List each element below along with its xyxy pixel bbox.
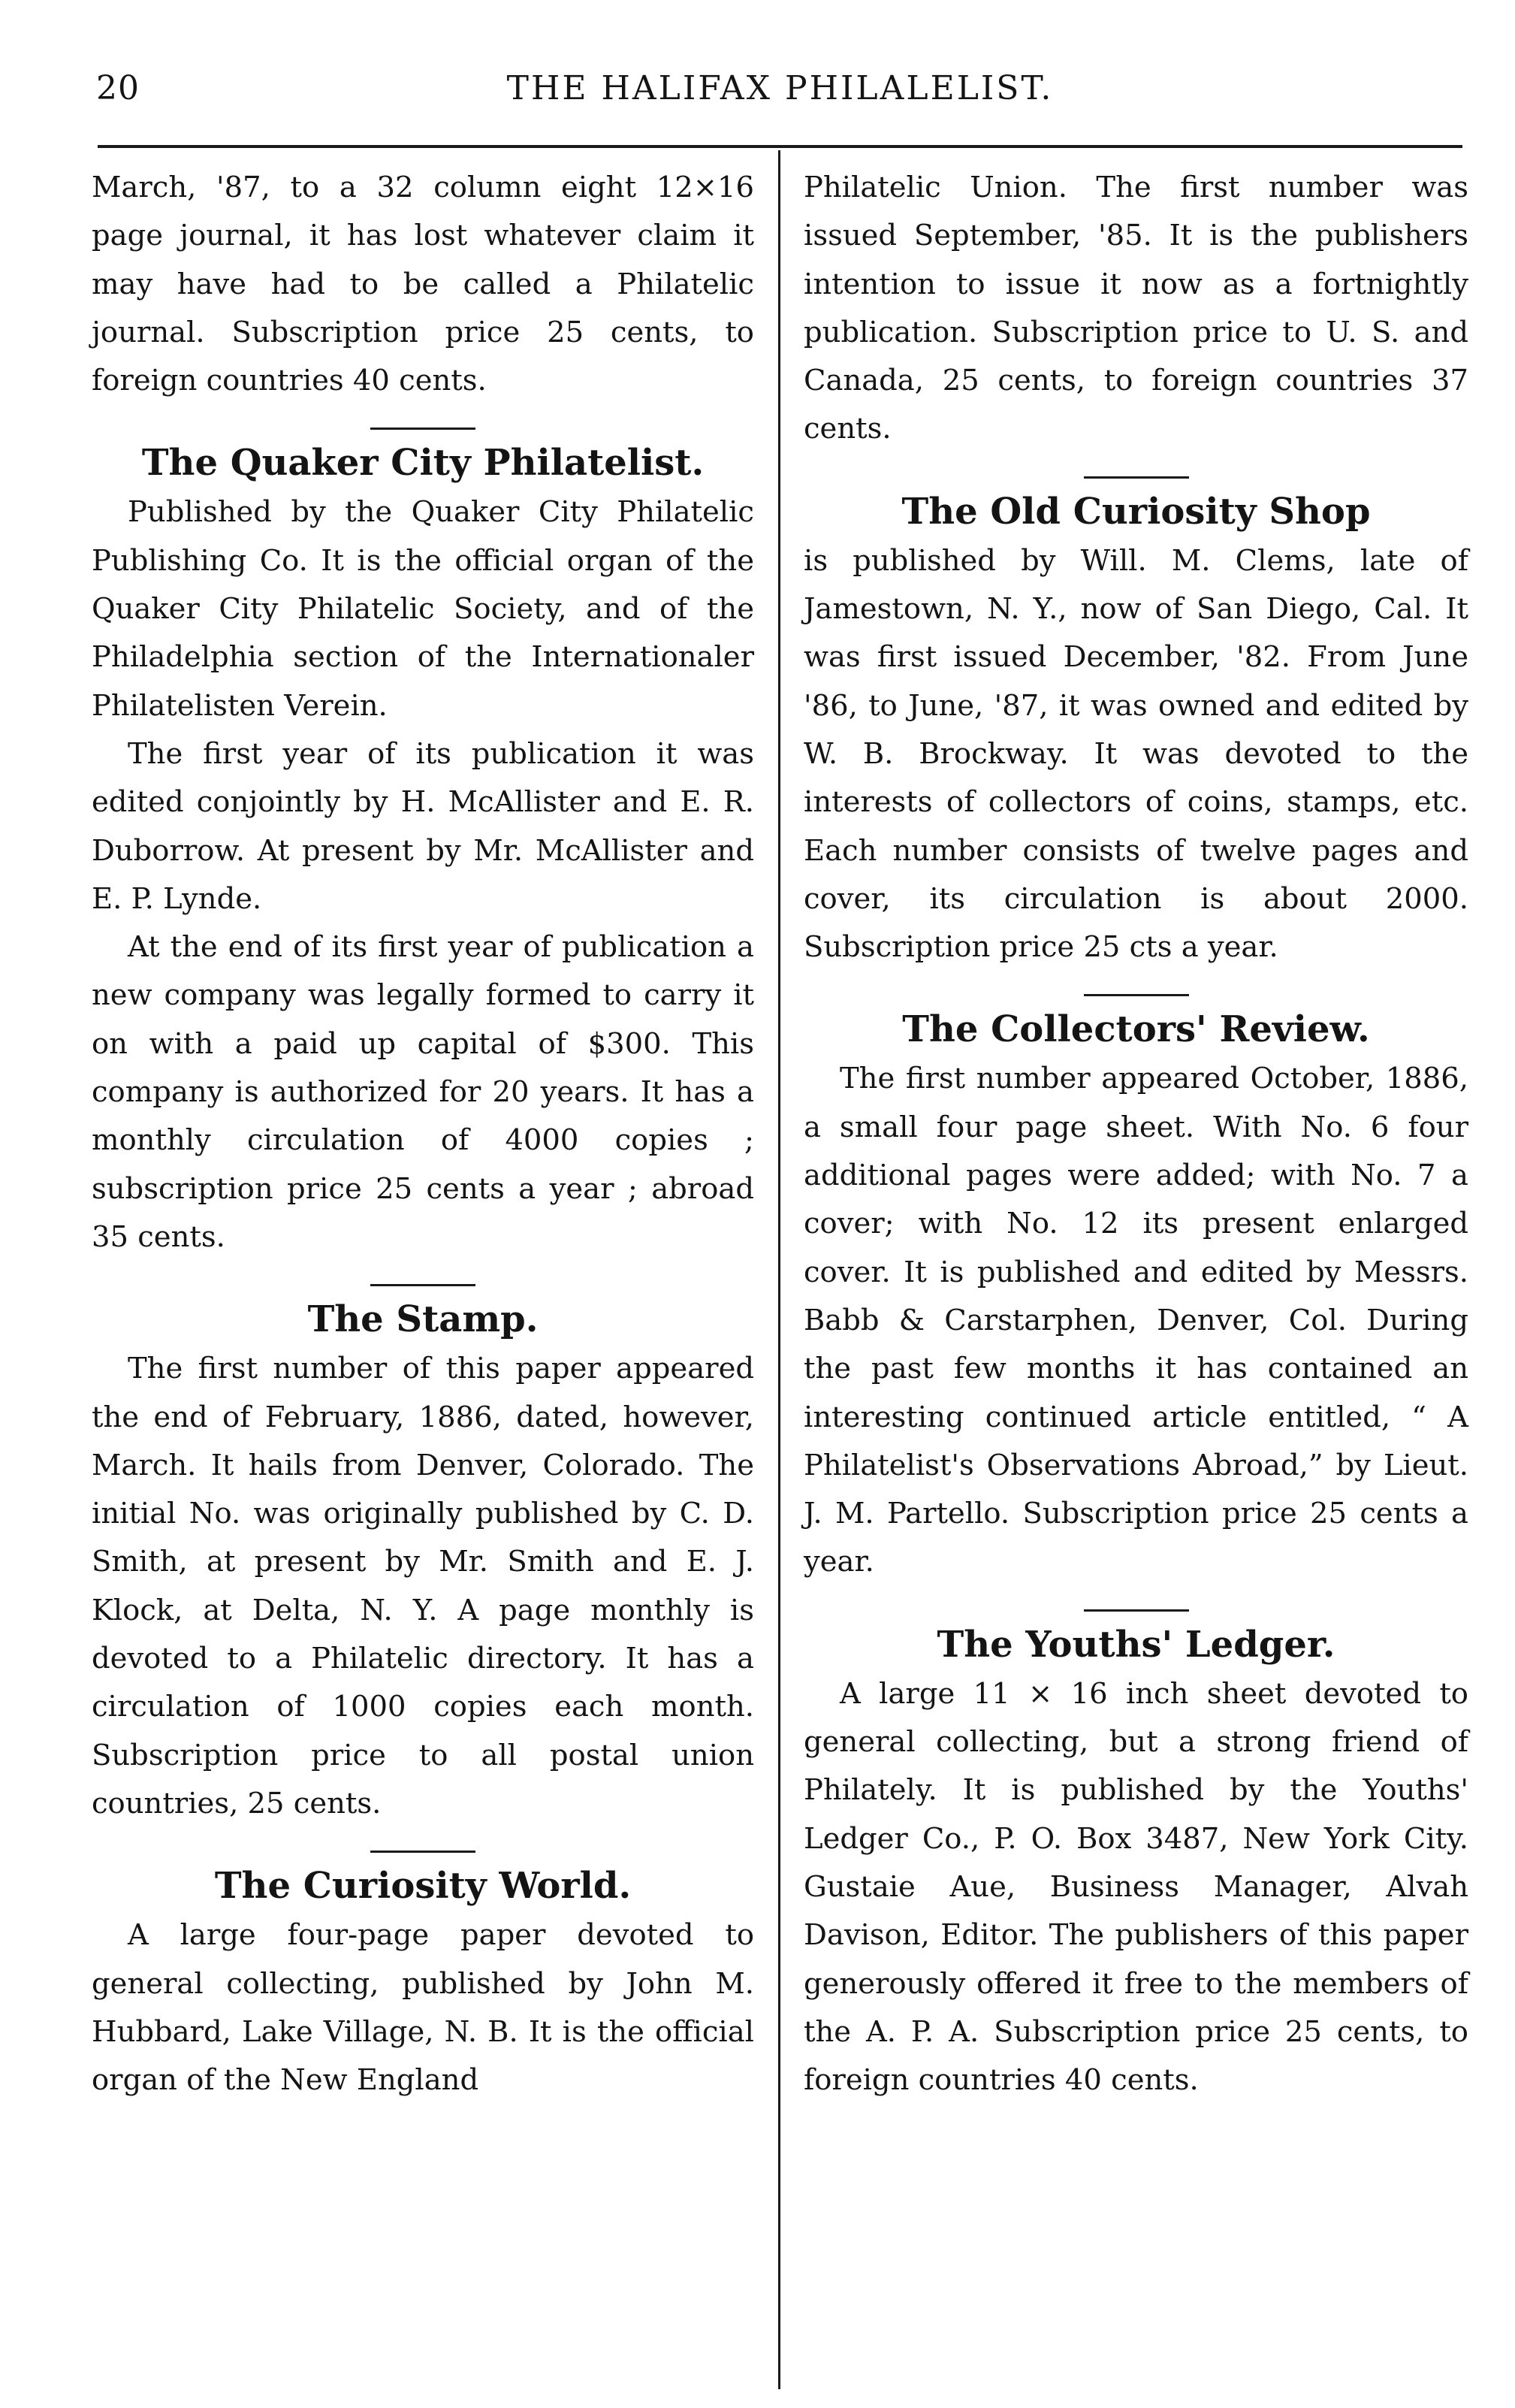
- continued-paragraph: Philatelic Union. The first number was issued September, '85. It is the publishers intention to issue it now as a fortnightly publication. Subscription price to U. S. and Canada, 25 cents, to foreign countries 37 cents.: [804, 171, 1468, 446]
- page-number: 20: [96, 69, 140, 107]
- section-title-youths-ledger: The Youths' Ledger.: [937, 1623, 1335, 1666]
- paragraph: At the end of its first year of publication a new company was legally formed to carry it on with a paid up capital of $300. This company is authorized for 20 years. It has a monthly circulation of 4000 copies ; subscription price 25 cents a year ; abroad 35 cents.: [92, 930, 754, 1254]
- right-column: [804, 164, 1468, 2104]
- paragraph: A large four-page paper devoted to general collecting, published by John M. Hubbard, Lake Village, N. B. It is the official organ of the New England: [92, 1918, 754, 2098]
- paragraph: Published by the Quaker City Philatelic Publishing Co. It is the official organ of the Quaker City Philatelic Society, and of the Philadelphia section of the Internationaler Philatelisten Verein.: [92, 495, 754, 723]
- section-separator: [1084, 476, 1189, 479]
- intro-paragraph: March, '87, to a 32 column eight 12×16 page journal, it has lost whatever claim it may have had to be called a Philatelic journal. Subscription price 25 cents, to foreign countries 40 cents.: [92, 171, 754, 398]
- paragraph: A large 11 × 16 inch sheet devoted to general collecting, but a strong friend of Philately. It is published by the Youths' Ledger Co., P. O. Box 3487, New York City. Gustaie Aue, Business Manager, Alvah Davison, Editor. The publishers of this paper generously offered it free to the members of the A. P. A. Subscription price 25 cents, to foreign countries 40 cents.: [804, 1676, 1468, 2098]
- section-separator: [1084, 994, 1189, 996]
- journal-title: THE HALIFAX PHILALELIST.: [506, 69, 1054, 107]
- header-rule: [98, 145, 1462, 148]
- section-title-stamp: The Stamp.: [307, 1298, 539, 1341]
- section-separator: [370, 428, 475, 430]
- section-title-collectors-review: The Collectors' Review.: [902, 1008, 1370, 1051]
- paragraph: The first number of this paper appeared the end of February, 1886, dated, however, March. It hails from Denver, Colorado. The initial No. was originally published by C. D. Smith, at present by Mr. Smith and E. J. Klock, at Delta, N. Y. A page monthly is devoted to a Philatelic directory. It has a circulation of 1000 copies each month. Subscription price to all postal union countries, 25 cents.: [92, 1352, 754, 1820]
- paragraph: The first year of its publication it was edited conjointly by H. McAllister and E. R. Duborrow. At present by Mr. McAllister and E. P. Lynde.: [92, 736, 754, 916]
- running-head: [90, 69, 1470, 122]
- section-separator: [370, 1284, 475, 1286]
- left-column: [92, 164, 754, 2104]
- section-separator: [370, 1851, 475, 1853]
- column-rule: [778, 150, 780, 2389]
- paragraph: The first number appeared October, 1886, a small four page sheet. With No. 6 four additional pages were added; with No. 7 a cover; with No. 12 its present enlarged cover. It is published and edited by Messrs. Babb & Carstarphen, Denver, Col. During the past few months it has contained an interesting continued article entitled, “ A Philatelist's Observations Abroad,” by Lieut. J. M. Partello. Subscription price 25 cents a year.: [804, 1062, 1468, 1579]
- section-title-curiosity-world: The Curiosity World.: [214, 1865, 632, 1908]
- section-separator: [1084, 1609, 1189, 1612]
- section-title-quaker-city: The Quaker City Philatelist.: [141, 442, 705, 485]
- paragraph: is published by Will. M. Clems, late of Jamestown, N. Y., now of San Diego, Cal. It was first issued December, '82. From June '86, to June, '87, it was owned and edited by W. B. Brockway. It was devoted to the interests of collectors of coins, stamps, etc. Each number consists of twelve pages and cover, its circulation is about 2000. Subscription price 25 cts a year.: [804, 543, 1468, 965]
- section-title-old-curiosity-shop: The Old Curiosity Shop: [901, 490, 1371, 533]
